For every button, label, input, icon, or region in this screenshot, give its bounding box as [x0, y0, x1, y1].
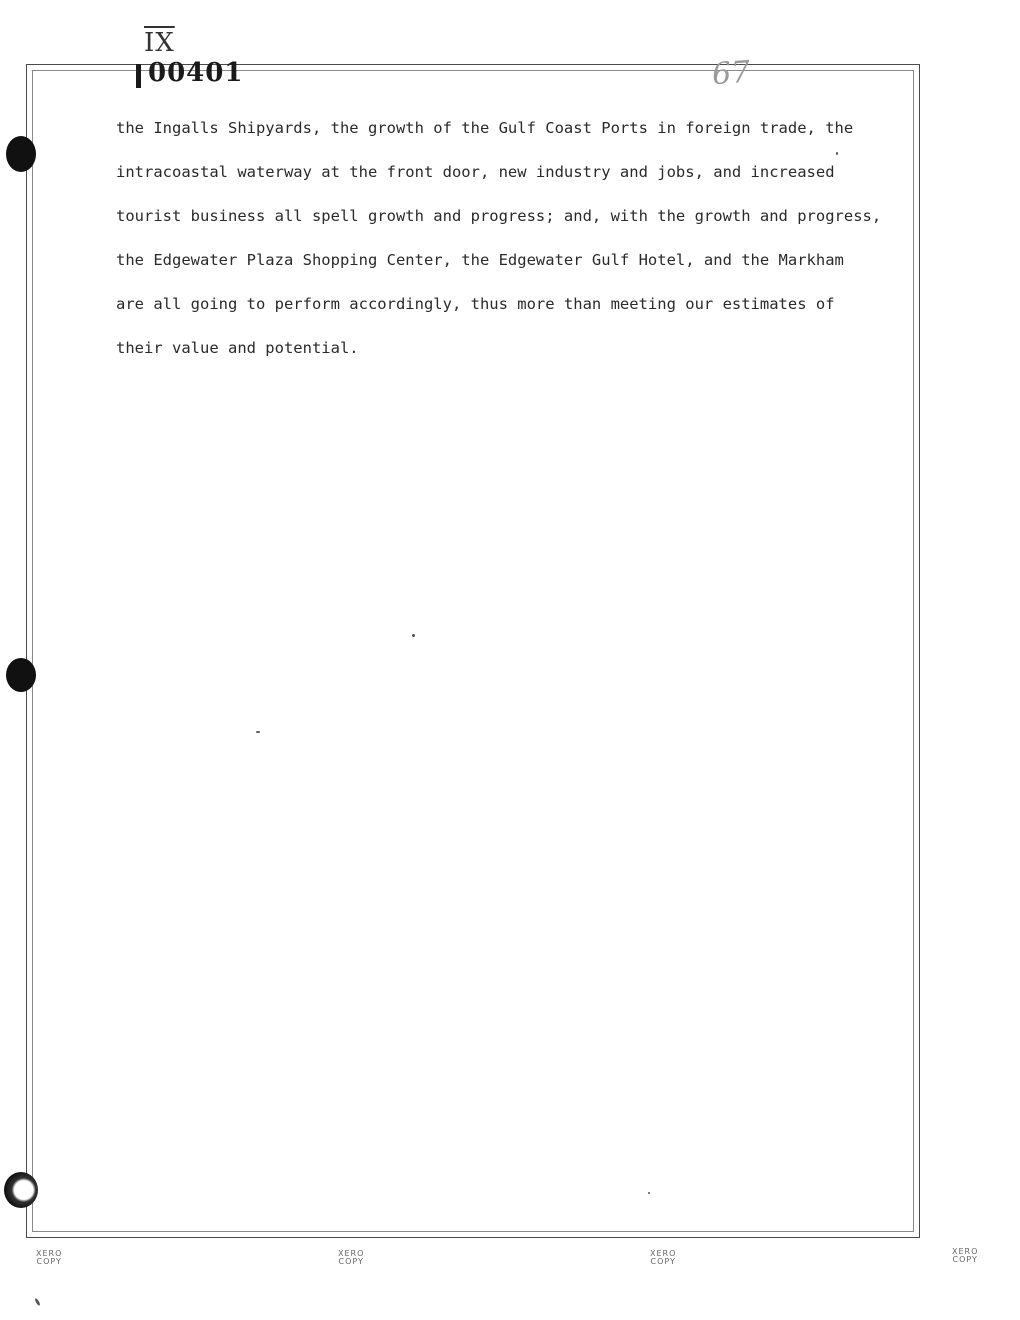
body-line: the Edgewater Plaza Shopping Center, the Edgewater Gulf Hotel, and the Markham — [116, 251, 844, 269]
scan-speck — [412, 634, 415, 637]
handwritten-mark: 67 — [710, 54, 752, 93]
xerox-stamp — [650, 1250, 676, 1266]
scan-speck — [256, 731, 260, 733]
section-mark: $\overline{IX}$ — [144, 28, 175, 58]
xerox-stamp — [338, 1250, 364, 1266]
scan-speck — [836, 152, 838, 155]
page-number — [148, 58, 243, 88]
stamp-line: COPY — [650, 1257, 676, 1266]
stamp-line: COPY — [952, 1255, 978, 1264]
stamp-line: XERO — [338, 1249, 365, 1258]
stamp-line: XERO — [650, 1249, 677, 1258]
body-line: the Ingalls Shipyards, the growth of the Gulf Coast Ports in foreign trade, the — [116, 119, 854, 137]
body-line: their value and potential. — [116, 339, 359, 357]
xerox-stamp — [952, 1248, 978, 1264]
stamp-line: XERO — [36, 1249, 63, 1258]
body-line: tourist business all spell growth and progress; and, with the growth and progress, — [116, 207, 882, 225]
xerox-stamp — [36, 1250, 62, 1266]
page-number-mark — [136, 64, 141, 88]
scan-speck — [648, 1192, 650, 1194]
stamp-line: XERO — [952, 1247, 979, 1256]
punch-hole-icon — [4, 1172, 38, 1208]
scan-speck — [34, 1298, 41, 1306]
page-number-text: 00401 — [148, 58, 244, 88]
body-line: are all going to perform accordingly, thus more than meeting our estimates of — [116, 295, 835, 313]
stamp-line: COPY — [36, 1257, 62, 1266]
body-line: intracoastal waterway at the front door, new industry and jobs, and increased — [116, 163, 835, 181]
body-paragraph — [116, 106, 882, 370]
punch-hole-icon — [6, 136, 36, 172]
punch-hole-icon — [6, 658, 36, 692]
stamp-line: COPY — [338, 1257, 364, 1266]
